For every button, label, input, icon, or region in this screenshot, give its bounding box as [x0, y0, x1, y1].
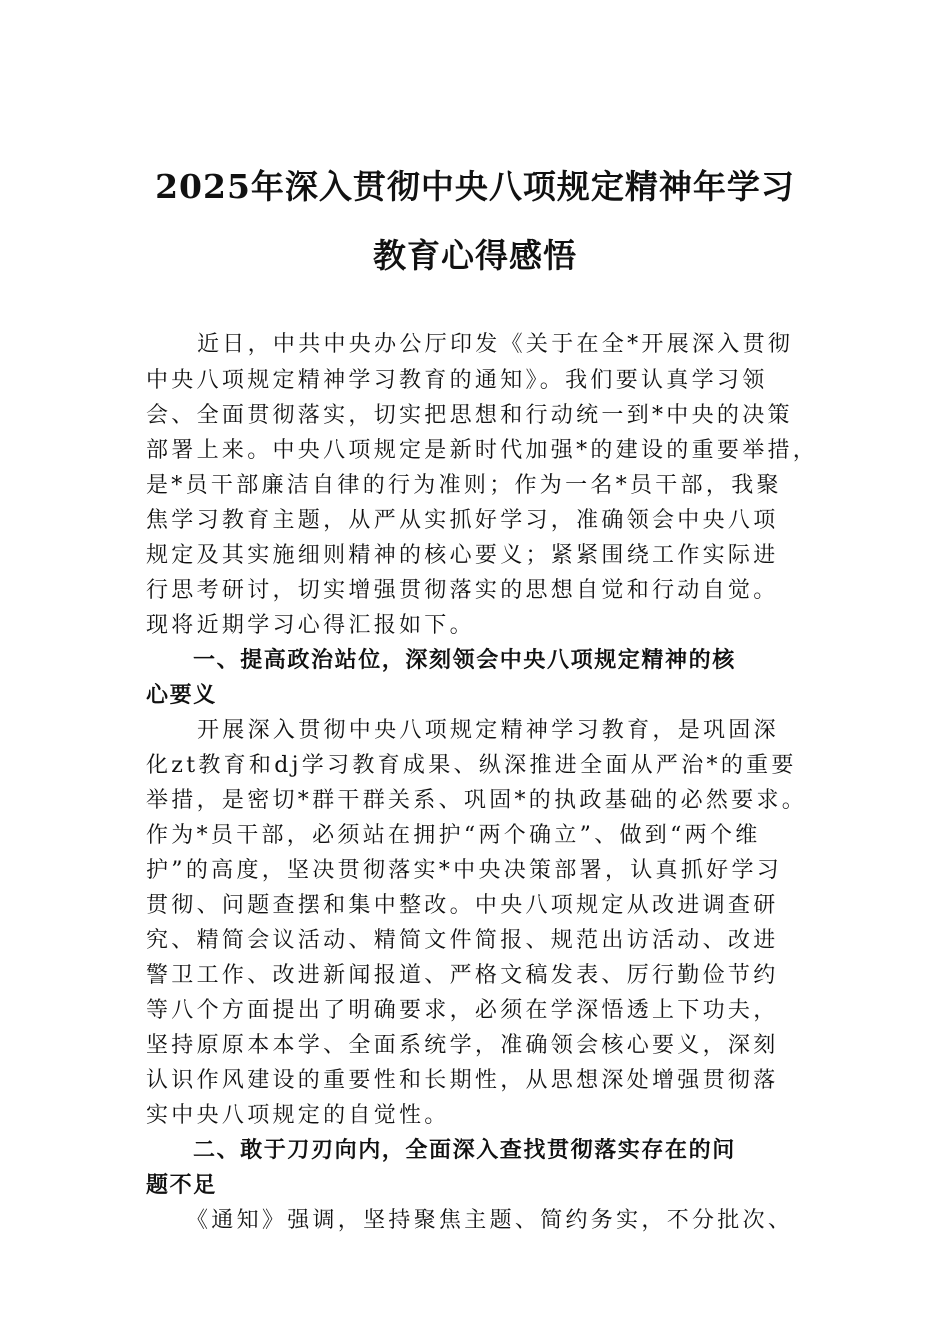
intro-line: 近日，中共中央办公厅印发《关于在全*开展深入贯彻 [197, 332, 794, 357]
section-2-line: 《通知》强调，坚持聚焦主题、简约务实，不分批次、 [186, 1208, 794, 1233]
intro-line: 部署上来。中央八项规定是新时代加强*的建设的重要举措， [146, 438, 819, 463]
section-1-line: 等八个方面提出了明确要求，必须在学深悟透上下功夫， [146, 998, 779, 1023]
section-1-line: 认识作风建设的重要性和长期性，从思想深处增强贯彻落 [146, 1068, 779, 1093]
section-1-line: 坚持原原本本学、全面系统学，准确领会核心要义，深刻 [146, 1033, 779, 1058]
section-1-line: 开展深入贯彻中央八项规定精神学习教育，是巩固深 [197, 718, 779, 743]
section-2-heading-cont: 题不足 [146, 1173, 217, 1198]
section-1-line: 举措，是密切*群干群关系、巩固*的执政基础的必然要求。 [146, 788, 808, 813]
intro-line: 是*员干部廉洁自律的行为准则；作为一名*员干部，我聚 [146, 473, 782, 498]
section-1-heading: 一、提高政治站位，深刻领会中央八项规定精神的核 [193, 648, 736, 673]
section-1-line: 化zt教育和dj学习教育成果、纵深推进全面从严治*的重要 [146, 753, 797, 778]
intro-line: 中央八项规定精神学习教育的通知》。我们要认真学习领 [146, 368, 768, 393]
section-1-line: 究、精简会议活动、精简文件简报、规范出访活动、改进 [146, 928, 779, 953]
section-1-line: 警卫工作、改进新闻报道、严格文稿发表、厉行勤俭节约 [146, 963, 779, 988]
section-1-line: 实中央八项规定的自觉性。 [146, 1103, 450, 1128]
intro-line: 焦学习教育主题，从严从实抓好学习，准确领会中央八项 [146, 508, 779, 533]
intro-line: 会、全面贯彻落实，切实把思想和行动统一到*中央的决策 [146, 403, 793, 428]
section-1-line: 作为*员干部，必须站在拥护“两个确立”、做到“两个维 [146, 823, 761, 848]
document-title-line-1: 2025年深入贯彻中央八项规定精神年学习 [155, 167, 795, 206]
document-title-line-2: 教育心得感悟 [373, 236, 577, 275]
section-1-line: 护”的高度，坚决贯彻落实*中央决策部署，认真抓好学习 [146, 858, 783, 883]
intro-line: 行思考研讨，切实增强贯彻落实的思想自觉和行动自觉。 [146, 578, 779, 603]
section-1-heading-cont: 心要义 [146, 683, 217, 708]
intro-line: 规定及其实施细则精神的核心要义；紧紧围绕工作实际进 [146, 543, 779, 568]
intro-line: 现将近期学习心得汇报如下。 [146, 613, 475, 638]
section-2-heading: 二、敢于刀刃向内，全面深入查找贯彻落实存在的问 [193, 1138, 736, 1163]
section-1-line: 贯彻、问题查摆和集中整改。中央八项规定从改进调查研 [146, 893, 779, 918]
